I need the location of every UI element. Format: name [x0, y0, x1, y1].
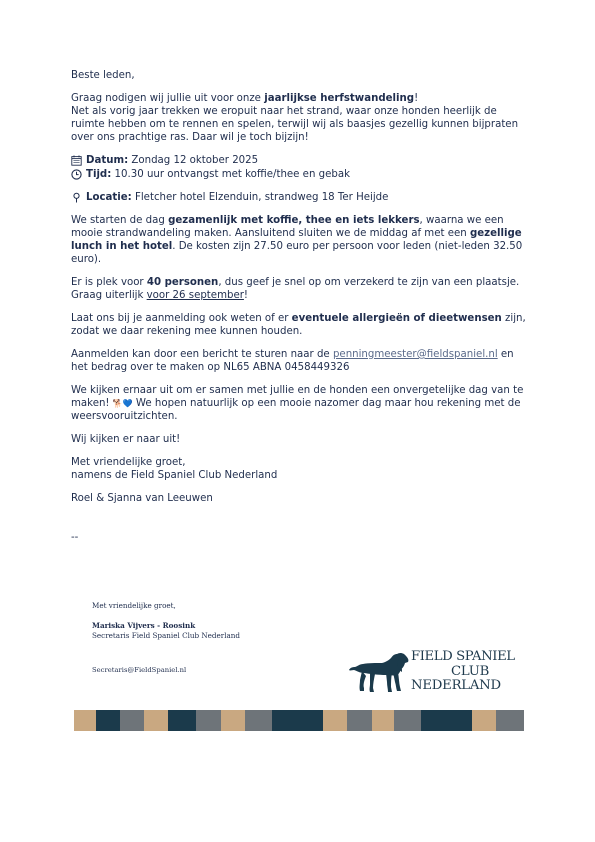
sender-names: Roel & Sjanna van Leeuwen — [71, 493, 213, 504]
program-text-1: We starten de dag — [71, 215, 169, 226]
regards: Met vriendelijke groet, — [71, 457, 186, 468]
allergies-text-2: zijn, zodat we daar rekening mee kunnen houden. — [71, 313, 526, 337]
decorative-color-stripe — [74, 710, 524, 731]
location-text — [86, 191, 388, 204]
allergies-bold: eventuele allergieën of dieetwensen — [291, 313, 502, 324]
allergies-paragraph — [71, 312, 526, 338]
greeting: Beste leden, — [71, 70, 135, 81]
signup-paragraph — [71, 348, 526, 374]
capacity-paragraph — [71, 276, 526, 302]
capacity-punct: ! — [243, 290, 249, 301]
calendar-icon — [71, 155, 82, 166]
field-spaniel-dog-logo — [348, 650, 410, 694]
dog-heart-emoji: 🐕💙 — [112, 399, 133, 408]
location-value: Fletcher hotel Elzenduin, strandweg 18 Ter Heijde — [131, 192, 389, 203]
deadline-text: voor 26 september — [146, 290, 244, 301]
date-text — [86, 154, 258, 167]
closing-text-1: We kijken ernaar uit om er samen met jullie en de honden een onvergetelijke dag van te maken! — [71, 385, 524, 409]
signature-greeting: Met vriendelijke groet, — [92, 601, 176, 610]
capacity-text-2: , dus geef je snel op om verzekerd te zijn van een plaatsje. Graag uiterlijk — [71, 277, 520, 301]
date-row — [71, 154, 526, 167]
location-pin-icon — [71, 192, 82, 203]
signature-email[interactable]: Secretaris@FieldSpaniel.nl — [92, 666, 187, 674]
capacity-text-1: Er is plek voor — [71, 277, 147, 288]
intro-rest: Net als vorig jaar trekken we eropuit naar het strand, waar onze honden heerlijk de ruimte hebben om te rennen en spelen, terwijl wij als baasjes gezellig kunnen bijpraten over ons prachtige ras. Daar wil je toch bijzijn! — [71, 106, 519, 143]
signup-text-2: en het bedrag over te maken op NL65 ABNA 0458449326 — [71, 349, 514, 373]
looking-forward: Wij kijken er naar uit! — [71, 434, 181, 445]
signup-text-1: Aanmelden kan door een bericht te sturen naar de — [71, 349, 333, 360]
program-text-2: , waarna we een mooie strandwandeling maken. Aansluitend sluiten we de middag af met een — [71, 215, 504, 239]
signature-title: Secretaris Field Spaniel Club Nederland — [92, 631, 241, 640]
closing-text-2: We hopen natuurlijk op een mooie nazomer dag maar hou rekening met de weersvooruitzichten. — [71, 398, 521, 422]
location-label: Locatie: — [86, 192, 132, 203]
date-label: Datum: — [86, 155, 129, 166]
time-text — [86, 168, 350, 181]
program-bold-2: gezellige lunch in het hotel — [71, 228, 522, 252]
program-text-3: . De kosten zijn 27.50 euro per persoon voor leden (niet-leden 32.50 euro). — [71, 241, 523, 265]
intro-punct: ! — [414, 93, 419, 104]
time-value: 10.30 uur ontvangst met koffie/thee en gebak — [111, 169, 350, 180]
on-behalf: namens de Field Spaniel Club Nederland — [71, 470, 278, 481]
program-bold-1: gezamenlijk met koffie, thee en iets lekkers — [168, 215, 420, 226]
email-body — [71, 69, 526, 544]
capacity-bold: 40 personen — [146, 277, 219, 288]
time-row — [71, 168, 526, 181]
allergies-text-1: Laat ons bij je aanmelding ook weten of er — [71, 313, 292, 324]
closing-paragraph — [71, 384, 526, 423]
intro-text: Graag nodigen wij jullie uit voor onze — [71, 93, 265, 104]
intro-paragraph — [71, 92, 526, 144]
program-paragraph — [71, 214, 526, 266]
signature-name: Mariska Vijvers - Roosink — [92, 621, 196, 630]
intro-highlight: jaarlijkse herfstwandeling — [264, 93, 415, 104]
email-signature — [92, 601, 240, 675]
signature-separator: -- — [71, 532, 79, 543]
club-logo-text — [411, 650, 515, 694]
location-row — [71, 191, 526, 204]
clock-icon — [71, 169, 82, 180]
treasurer-email-link[interactable]: penningmeester@fieldspaniel.nl — [332, 349, 498, 360]
logo-line-1: FIELD SPANIEL — [411, 649, 515, 664]
date-value: Zondag 12 oktober 2025 — [128, 155, 259, 166]
logo-line-3: NEDERLAND — [411, 678, 501, 693]
time-label: Tijd: — [86, 169, 112, 180]
logo-line-2: CLUB — [451, 663, 490, 679]
